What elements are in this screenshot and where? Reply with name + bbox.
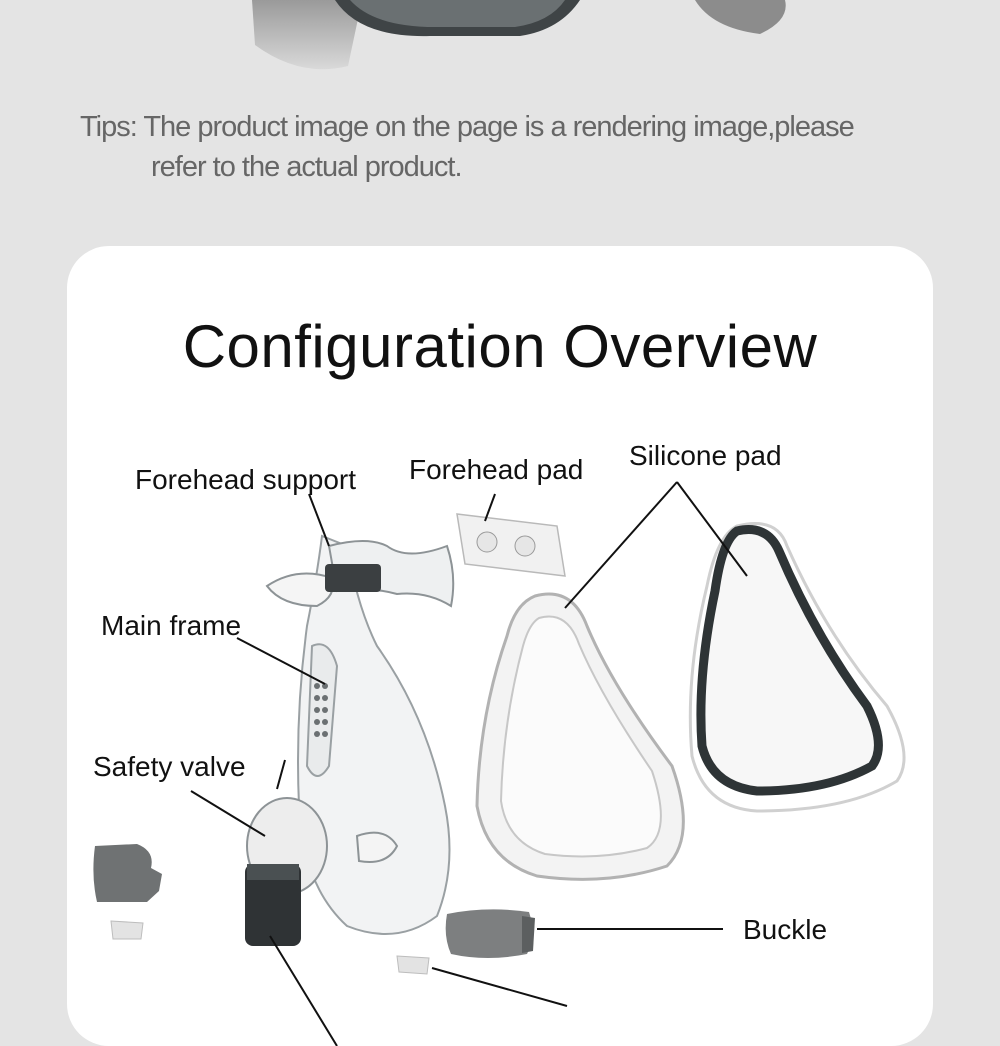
label-forehead-support: Forehead support [135,464,357,495]
main-frame-illustration [245,536,453,946]
card-title: Configuration Overview [182,313,818,380]
label-silicone-pad: Silicone pad [629,440,782,471]
tips-line1: The product image on the page is a rendering image,please [143,111,854,143]
buckle-illustration [446,909,535,958]
dark-cushion-illustration [690,524,904,812]
tips-note [80,107,940,187]
configuration-card [67,246,933,1046]
silicone-pad-illustration [477,594,683,879]
forehead-pad-illustration [457,514,565,576]
label-main-frame: Main frame [101,610,242,641]
tips-label: Tips: [80,111,137,143]
label-forehead-pad: Forehead pad [409,454,584,485]
tips-line2: refer to the actual product. [151,151,462,183]
label-buckle: Buckle [743,914,828,945]
label-safety-valve: Safety valve [93,751,246,782]
product-rendering-top [0,0,1000,80]
